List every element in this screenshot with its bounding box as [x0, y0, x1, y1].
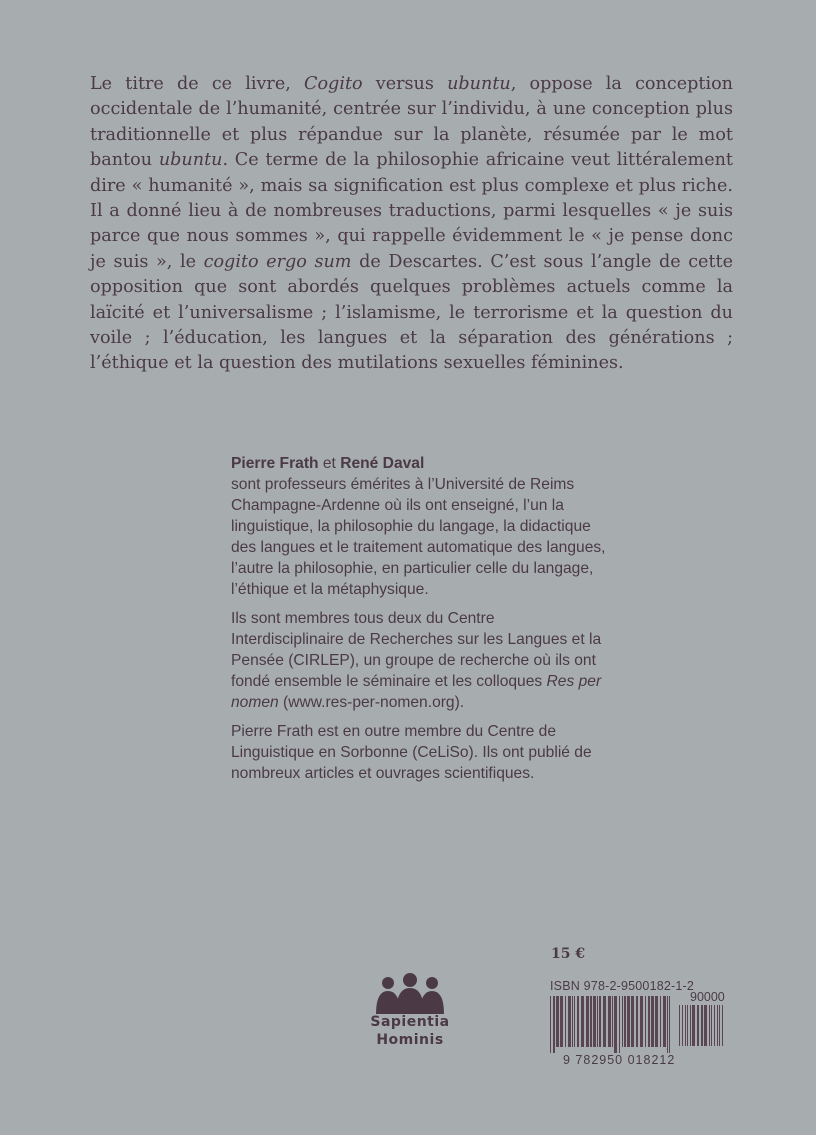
blurb-text: versus	[362, 74, 448, 94]
blurb-text: de Descartes. C’est sous l’angle de cette opposition que sont abordés quelques problèmes actuels comme la laïcité et l’universalisme ; l’islamisme, le terrorisme et la question du voile ; l’éducation, les langues et la séparation des générations ; l’éthique et la question des mutilations sexuelles féminines.	[90, 251, 734, 374]
blurb-italic: ubuntu	[447, 74, 511, 94]
barcode-bar	[556, 996, 559, 1047]
barcode-bar	[622, 996, 623, 1047]
barcode-bar	[627, 996, 630, 1047]
barcode-bar	[636, 996, 638, 1047]
barcode-bar	[685, 1005, 686, 1046]
barcode-bar	[577, 996, 579, 1047]
barcode-bar	[701, 1005, 703, 1046]
barcode-bar	[612, 996, 613, 1047]
barcode-bar	[717, 1005, 718, 1046]
barcode-bar	[581, 996, 584, 1047]
isbn-barcode	[550, 996, 673, 1053]
barcode-bar	[590, 996, 592, 1047]
author-name: Pierre Frath	[231, 455, 319, 472]
barcode-bar	[660, 996, 661, 1047]
barcode-bar	[655, 996, 658, 1047]
bio-italic-title: Res per nomen	[231, 673, 602, 711]
barcode-bar	[586, 996, 589, 1047]
author-joiner: et	[318, 455, 341, 472]
bio-text: (www.res-per-nomen.org).	[278, 694, 465, 711]
blurb-italic: Cogito	[304, 74, 363, 94]
barcode-bar	[648, 996, 650, 1047]
barcode-bar	[614, 996, 617, 1053]
barcode-bar	[619, 996, 620, 1053]
author-name: René Daval	[340, 455, 425, 472]
barcode-bar	[565, 996, 566, 1047]
blurb-text: Le titre de ce livre,	[90, 74, 304, 94]
barcode-bar	[624, 996, 626, 1047]
barcode-bar	[645, 996, 646, 1047]
bio-paragraph	[231, 608, 611, 713]
barcode-bar	[572, 996, 573, 1047]
barcode-bar	[709, 1005, 710, 1046]
barcode-bar	[714, 1005, 715, 1046]
three-people-icon	[374, 972, 446, 1014]
barcode-bar	[593, 996, 596, 1047]
barcode-digits: 9 782950 018212	[563, 1053, 676, 1067]
barcode-bar	[568, 996, 571, 1047]
isbn-label: ISBN 978-2-9500182-1-2	[550, 979, 695, 993]
bio-text: Pierre Frath est en outre membre du Centre de Linguistique en Sorbonne (CeLiSo). Ils ont publié de nombreux articles et ouvrages scientifiques.	[231, 723, 592, 782]
publisher-name-line1: Sapientia	[370, 1014, 450, 1030]
barcode-bar	[597, 996, 598, 1047]
barcode-bar	[722, 1005, 723, 1046]
barcode-bar	[690, 1005, 691, 1046]
barcode-bar	[651, 996, 654, 1047]
barcode-bar	[599, 996, 601, 1047]
publisher-logo-text	[360, 1013, 460, 1049]
barcode-addon-number: 90000	[690, 990, 725, 1004]
barcode-bar	[663, 996, 666, 1047]
barcode-bar	[687, 1005, 688, 1046]
barcode-bar	[608, 996, 611, 1047]
author-bio	[231, 453, 611, 792]
back-cover-blurb	[90, 72, 733, 377]
bio-paragraph	[231, 721, 611, 784]
barcode-bar	[692, 1005, 695, 1046]
blurb-text: , oppose la conception occidentale de l’humanité, centrée sur l’individu, à une conception plus traditionnelle et plus répandue sur la planète, résumée par le mot bantou	[90, 74, 733, 171]
barcode-bar	[704, 1005, 707, 1046]
blurb-text: . Ce terme de la philosophie africaine veut littéralement dire « humanité », mais sa signification est plus complexe et plus riche. Il a donné lieu à de nombreuses traductions, parmi lesquelles « je suis parce que nous sommes », qui rappelle évidemment le « je pense donc je suis », le	[90, 150, 734, 272]
barcode-bar	[667, 996, 668, 1053]
publisher-name-line2: Hominis	[376, 1032, 444, 1048]
blurb-italic: cogito ergo sum	[203, 251, 352, 272]
price: 15 €	[551, 946, 586, 962]
blurb-italic: ubuntu	[158, 150, 223, 171]
barcode-bar	[560, 996, 563, 1047]
barcode-bar	[697, 1005, 699, 1046]
barcode-bar	[553, 996, 555, 1053]
barcode-bar	[711, 1005, 712, 1046]
barcode-bar	[719, 1005, 720, 1046]
bio-paragraph	[231, 453, 611, 600]
barcode-bar	[640, 996, 643, 1047]
addon-barcode	[679, 1005, 725, 1052]
bio-text: sont professeurs émérites à l’Université de Reims Champagne-Ardenne où ils ont enseigné, l’un la linguistique, la philosophie du langage, la didactique des langues et le traitement automatique des langues, l’autre la philosophie, en particulier celle du langage, l’éthique et la métaphysique.	[231, 476, 606, 598]
barcode-bar	[682, 1005, 683, 1046]
bio-text: Ils sont membres tous deux du Centre Interdisciplinaire de Recherches sur les Langues et la Pensée (CIRLEP), un groupe de recherche où ils ont fondé ensemble le séminaire et les colloques	[231, 610, 602, 690]
barcode-bar	[679, 1005, 680, 1046]
barcode-bar	[550, 996, 551, 1053]
barcode-bar	[574, 996, 575, 1047]
barcode-bar	[631, 996, 634, 1047]
barcode-bar	[669, 996, 670, 1053]
barcode-bar	[603, 996, 606, 1047]
